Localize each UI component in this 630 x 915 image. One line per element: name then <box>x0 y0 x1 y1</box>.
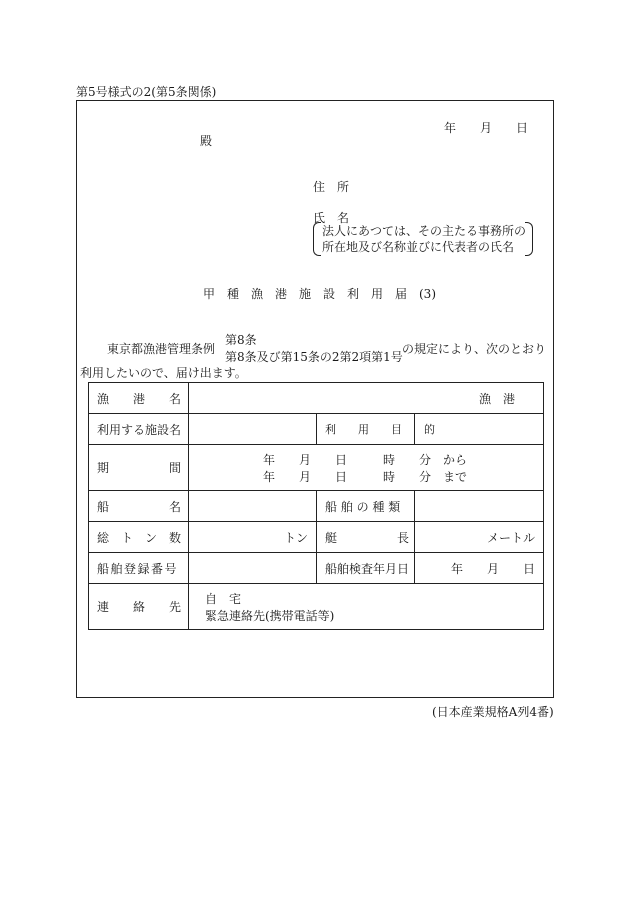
port-name-field[interactable] <box>189 383 544 414</box>
port-suffix: 漁 港 <box>479 391 516 406</box>
period-field[interactable] <box>189 445 544 491</box>
addressee-suffix: 殿 <box>200 134 213 148</box>
note-bracket-left <box>313 222 321 256</box>
row-contact <box>89 584 544 630</box>
length-unit: メートル <box>487 530 536 545</box>
tonnage-field[interactable] <box>189 522 317 553</box>
port-name-label: 漁 港 名 <box>89 383 189 414</box>
address-label: 住 所 <box>313 180 350 194</box>
ship-name-label: 船 名 <box>89 491 189 522</box>
row-facility <box>89 414 544 445</box>
footer-standard: (日本産業規格A列4番) <box>432 705 554 719</box>
contact-home: 自 宅 <box>205 591 242 606</box>
length-field[interactable] <box>415 522 544 553</box>
ship-type-label: 船 舶 の 種 類 <box>317 491 415 522</box>
row-port <box>89 383 544 414</box>
period-to: 年 月 日 時 分 まで <box>263 469 468 484</box>
row-ship <box>89 491 544 522</box>
form-title: 甲 種 漁 港 施 設 利 用 届 (3) <box>203 287 436 301</box>
inspection-label: 船舶検査年月日 <box>317 553 415 584</box>
body-text-line2: 利用したいので、届け出ます。 <box>80 366 247 380</box>
facility-field[interactable] <box>189 414 317 445</box>
row-tonnage <box>89 522 544 553</box>
row-period <box>89 445 544 491</box>
inspection-date-field[interactable] <box>415 553 544 584</box>
ordinance-name: 東京都漁港管理条例 <box>107 342 216 356</box>
contact-field[interactable] <box>189 584 544 630</box>
tonnage-unit: トン <box>283 530 308 545</box>
contact-label: 連 絡 先 <box>89 584 189 630</box>
note-bracket-right <box>525 222 533 256</box>
application-table <box>88 382 544 630</box>
corporate-note-line1: 法人にあつては、その主たる事務所の <box>322 224 527 238</box>
ship-name-field[interactable] <box>189 491 317 522</box>
row-registration <box>89 553 544 584</box>
tonnage-label: 総 ト ン 数 <box>89 522 189 553</box>
contact-emergency: 緊急連絡先(携帯電話等) <box>205 608 335 623</box>
length-label: 艇 長 <box>317 522 415 553</box>
period-from: 年 月 日 時 分 から <box>263 452 468 467</box>
body-text-tail: の規定により、次のとおり <box>402 342 547 356</box>
ship-type-field[interactable] <box>415 491 544 522</box>
purpose-label: 利 用 目 的 <box>317 414 415 445</box>
corporate-note-line2: 所在地及び名称並びに代表者の氏名 <box>322 240 515 254</box>
registration-label: 船舶登録番号 <box>89 553 189 584</box>
article-option-1: 第8条 <box>225 333 257 347</box>
date-line: 年 月 日 <box>444 121 529 135</box>
name-label: 氏 名 <box>313 211 350 225</box>
inspection-date: 年 月 日 <box>451 561 536 576</box>
article-option-2: 第8条及び第15条の2第2項第1号 <box>225 350 403 364</box>
period-label: 期 間 <box>89 445 189 491</box>
facility-label: 利用する施設名 <box>89 414 189 445</box>
registration-field[interactable] <box>189 553 317 584</box>
form-number: 第5号様式の2(第5条関係) <box>76 85 217 99</box>
